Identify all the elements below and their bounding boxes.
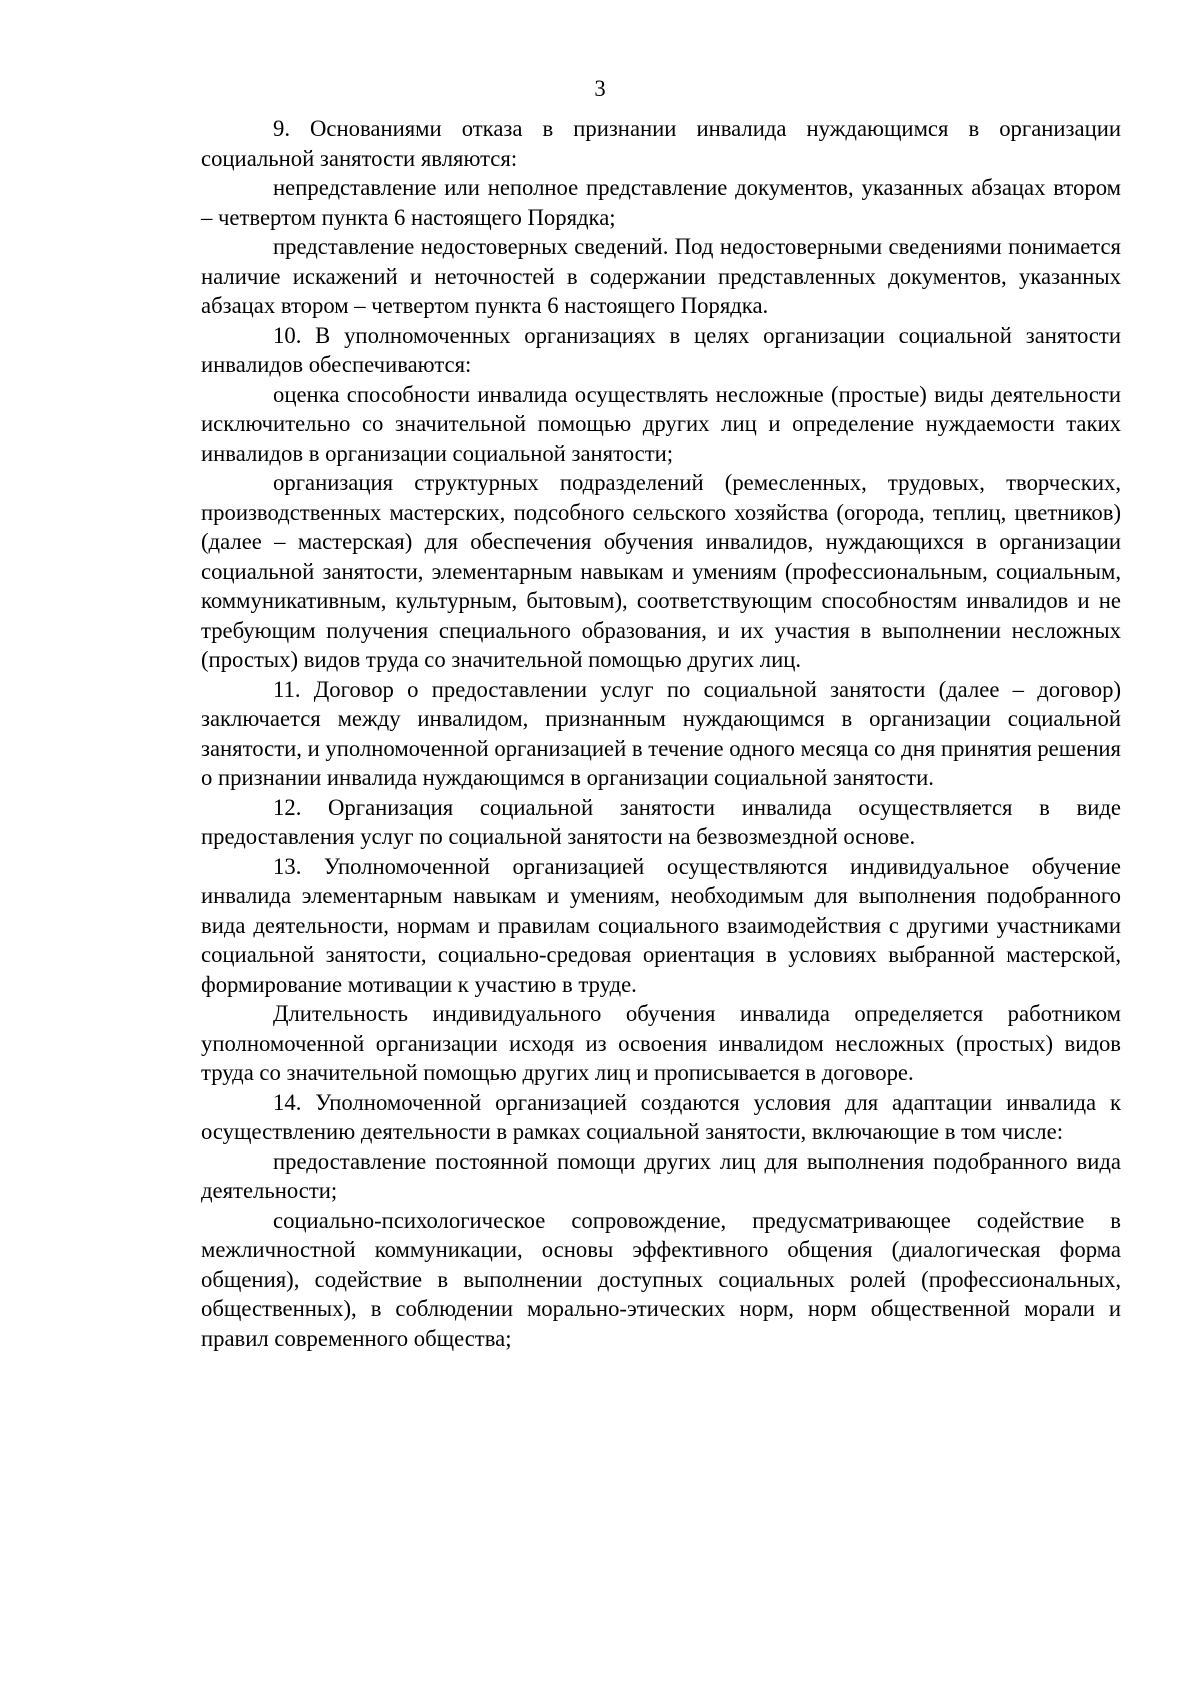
paragraph-9-intro: 9. Основаниями отказа в признании инвалида нуждающимся в организации социальной занятости являются: [201,116,1121,171]
paragraph-9-item-2: представление недостоверных сведений. Под недостоверными сведениями понимается наличие искажений и неточностей в содержании представленных документов, указанных абзацах втором – четвертом пункта 6 настоящего Порядка. [201,234,1121,318]
document-body [201,114,1121,1353]
paragraph-9-item-1: непредставление или неполное представление документов, указанных абзацах втором – четвертом пункта 6 настоящего Порядка; [201,175,1121,230]
paragraph-10-item-1: оценка способности инвалида осуществлять несложные (простые) виды деятельности исключительно со значительной помощью других лиц и определение нуждаемости таких инвалидов в организации социальной занятости; [201,381,1121,466]
paragraph-11: 11. Договор о предоставлении услуг по социальной занятости (далее – договор) заключается между инвалидом, признанным нуждающимся в организации социальной занятости, и уполномоченной организацией в течение одного месяца со дня принятия решения о признании инвалида нуждающимся в организации социальной занятости. [201,676,1121,790]
paragraph-13-duration: Длительность индивидуального обучения инвалида определяется работником уполномоченной организации исходя из освоения инвалидом несложных (простых) видов труда со значительной помощью других лиц и прописывается в договоре. [201,1001,1121,1085]
paragraph-14-item-2: социально-психологическое сопровождение, предусматривающее содействие в межличностной коммуникации, основы эффективного общения (диалогическая форма общения), содействие в выполнении доступных социальных ролей (профессиональных, общественных), в соблюдении морально-этических норм, норм общественной морали и правил современного общества; [201,1207,1121,1351]
paragraph-14-item-1: предоставление постоянной помощи других лиц для выполнения подобранного вида деятельности; [201,1148,1121,1203]
paragraph-10-intro: 10. В уполномоченных организациях в целях организации социальной занятости инвалидов обеспечиваются: [201,322,1121,377]
paragraph-12: 12. Организация социальной занятости инвалида осуществляется в виде предоставления услуг по социальной занятости на безвозмездной основе. [201,794,1121,849]
page-number: 3 [594,76,606,101]
paragraph-13: 13. Уполномоченной организацией осуществляются индивидуальное обучение инвалида элементарным навыкам и умениям, необходимым для выполнения подобранного вида деятельности, нормам и правилам социального взаимодействия с другими участниками социальной занятости, социально-средовая ориентация в условиях выбранной мастерской, формирование мотивации к участию в труде. [201,853,1121,997]
paragraph-14-intro: 14. Уполномоченной организацией создаются условия для адаптации инвалида к осуществлению деятельности в рамках социальной занятости, включающие в том числе: [201,1089,1121,1144]
paragraph-10-item-2: организация структурных подразделений (ремесленных, трудовых, творческих, производственных мастерских, подсобного сельского хозяйства (огорода, теплиц, цветников) (далее – мастерская) для обеспечения обучения инвалидов, нуждающихся в организации социальной занятости, элементарным навыкам и умениям (профессиональным, социальным, коммуникативным, культурным, бытовым), соответствующим способностям инвалидов и не требующим получения специального образования, и их участия в выполнении несложных (простых) видов труда со значительной помощью других лиц. [201,470,1121,672]
